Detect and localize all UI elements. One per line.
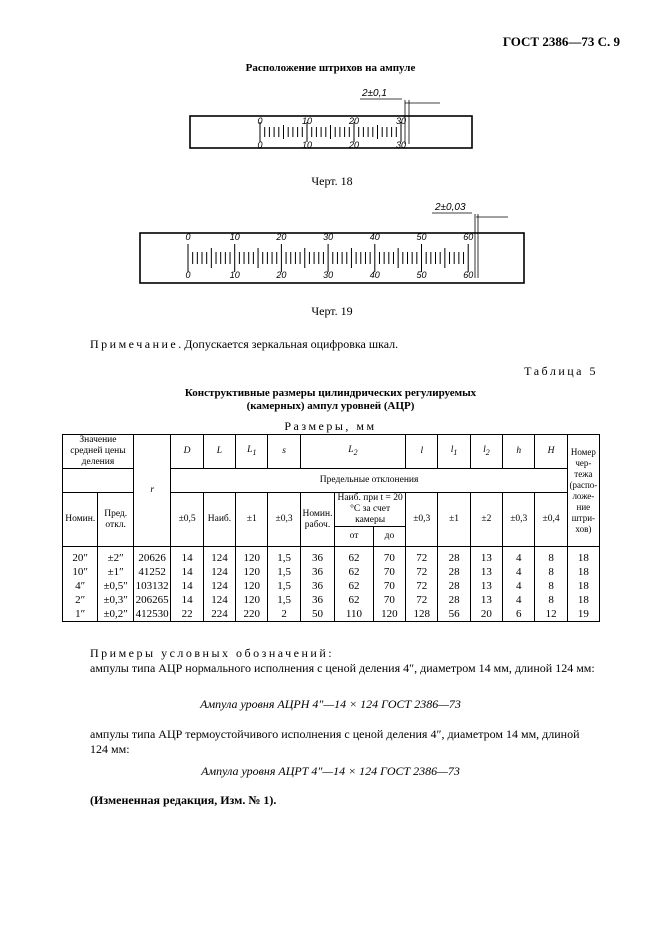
table-cell: 13: [470, 547, 502, 566]
header-drawing-number: Номер чер-тежа (распо-ложе-ние штри-хов): [567, 435, 599, 547]
header-l1: $l_1$: [438, 435, 470, 469]
table-cell: 20″: [63, 547, 98, 566]
scale-label: 20: [348, 140, 360, 150]
header-s: s: [268, 435, 300, 469]
table-cell: 36: [300, 593, 334, 607]
scale-label: 40: [369, 232, 380, 242]
table-cell: 70: [373, 547, 405, 566]
tol-s: ±0,3: [268, 493, 300, 547]
scale-label: 0: [257, 140, 263, 150]
table-cell: 62: [335, 593, 374, 607]
table-cell: 10″: [63, 565, 98, 579]
example-2-designation: Ампула уровня АЦРТ 4″—14 × 124 ГОСТ 2386—73: [201, 764, 460, 778]
table-cell: 28: [438, 579, 470, 593]
tol-l2: ±2: [470, 493, 502, 547]
table-cell: 124: [203, 593, 235, 607]
figure-18-caption: Черт. 18: [311, 174, 353, 188]
table-cell: 224: [203, 607, 235, 622]
tol-H: ±0,4: [535, 493, 567, 547]
table-row: [63, 579, 600, 593]
header-L2: $L_2$: [300, 435, 405, 469]
table-cell: 220: [236, 607, 268, 622]
header-from: от: [335, 527, 374, 547]
table-cell: 128: [406, 607, 438, 622]
table-row: [63, 565, 600, 579]
scale-label: 50: [416, 232, 427, 242]
table-cell: 12: [535, 607, 567, 622]
scale-label: 10: [301, 140, 313, 150]
scale-label: 30: [323, 232, 334, 242]
table-cell: 70: [373, 579, 405, 593]
scale-label: 0: [257, 116, 263, 126]
header-tolerances: Предельные отклонения: [171, 469, 567, 493]
table-cell: 22: [171, 607, 203, 622]
note-text: . Допускается зеркальная оцифровка шкал.: [178, 337, 399, 351]
header-D: D: [171, 435, 203, 469]
figure-title: Расположение штрихов на ампуле: [245, 62, 416, 74]
table-cell: 1″: [63, 607, 98, 622]
tol-L: Наиб.: [203, 493, 235, 547]
table-cell: ±1″: [98, 565, 133, 579]
scale-label: 30: [323, 270, 334, 280]
tol-L1: ±1: [236, 493, 268, 547]
revision-note: (Измененная редакция, Изм. № 1).: [90, 793, 277, 807]
table-cell: 14: [171, 547, 203, 566]
table-cell: 4: [503, 547, 535, 566]
figure-19: [130, 198, 530, 288]
tol-l: ±0,3: [406, 493, 438, 547]
scale-ticks: [260, 122, 401, 142]
figure-18: [180, 84, 480, 160]
table-title-line1: Конструктивные размеры цилиндрических регулируемых: [184, 387, 477, 399]
table-cell: 412530: [133, 607, 171, 622]
table-cell: 50: [300, 607, 334, 622]
table-cell: 14: [171, 593, 203, 607]
table-cell: 18: [567, 579, 599, 593]
table-cell: 8: [535, 579, 567, 593]
table-cell: 4: [503, 565, 535, 579]
scale-labels-bottom: [185, 270, 473, 280]
table-title: [0, 387, 661, 413]
table-cell: 13: [470, 579, 502, 593]
tol-L2-nominal: Номин. рабоч.: [300, 493, 334, 547]
examples-label: Примеры условных обозначений:: [90, 646, 335, 660]
dimension-label: 2±0,03: [435, 202, 466, 213]
table-cell: 28: [438, 547, 470, 566]
table-cell: 70: [373, 593, 405, 607]
tol-h: ±0,3: [503, 493, 535, 547]
table-cell: 56: [438, 607, 470, 622]
table-cell: 1,5: [268, 565, 300, 579]
scale-label: 10: [229, 270, 240, 280]
table-cell: 2: [268, 607, 300, 622]
example-1-designation: Ампула уровня АЦРН 4″—14 × 124 ГОСТ 2386—73: [200, 697, 461, 711]
table-cell: 120: [373, 607, 405, 622]
table-cell: 13: [470, 565, 502, 579]
table-cell: ±0,3″: [98, 593, 133, 607]
table-cell: 72: [406, 593, 438, 607]
table-cell: 36: [300, 547, 334, 566]
table-cell: 103132: [133, 579, 171, 593]
table-cell: 4″: [63, 579, 98, 593]
scale-label: 30: [395, 140, 407, 150]
scale-label: 20: [276, 232, 287, 242]
table-5: [62, 434, 600, 622]
header-h: h: [503, 435, 535, 469]
note-label: Примечание: [90, 337, 179, 351]
table-cell: 20: [470, 607, 502, 622]
table-cell: 72: [406, 547, 438, 566]
table-cell: 120: [236, 593, 268, 607]
table-cell: 6: [503, 607, 535, 622]
table-cell: 14: [171, 579, 203, 593]
table-row: [63, 607, 600, 622]
table-cell: 4: [503, 593, 535, 607]
example-2-description: ампулы типа АЦР термоустойчивого исполнения с ценой деления 4″, диаметром 14 мм, длиной 124 мм:: [90, 727, 580, 756]
scale-label: 60: [463, 270, 474, 280]
header-value-group: Значение средней цены деления: [63, 435, 134, 469]
table-cell: 2″: [63, 593, 98, 607]
figure-19-caption: Черт. 19: [311, 304, 353, 318]
tol-l1: ±1: [438, 493, 470, 547]
note: [90, 337, 398, 352]
table-cell: 14: [171, 565, 203, 579]
table-cell: 13: [470, 593, 502, 607]
table-cell: 120: [236, 565, 268, 579]
table-cell: 1,5: [268, 579, 300, 593]
table-row: [63, 547, 600, 566]
header-l2: $l_2$: [470, 435, 502, 469]
scale-label: 30: [395, 116, 407, 126]
table-units: Размеры, мм: [284, 419, 377, 433]
example-1-description: ампулы типа АЦР нормального исполнения с ценой деления 4″, диаметром 14 мм, длиной 124 мм:: [90, 661, 595, 675]
table-cell: 124: [203, 547, 235, 566]
table-cell: 28: [438, 593, 470, 607]
table-cell: 72: [406, 565, 438, 579]
table-cell: 8: [535, 593, 567, 607]
header-deviation: Пред. откл.: [98, 493, 133, 547]
table-cell: 62: [335, 579, 374, 593]
tol-L2-max: Наиб. при t = 20 °С за счет камеры: [335, 493, 406, 527]
table-cell: 70: [373, 565, 405, 579]
table-cell: 18: [567, 593, 599, 607]
table-cell: 19: [567, 607, 599, 622]
scale-label: 50: [416, 270, 427, 280]
table-cell: 36: [300, 579, 334, 593]
header-to: до: [373, 527, 405, 547]
table-cell: 36: [300, 565, 334, 579]
scale-ticks: [188, 244, 468, 272]
scale-label: 60: [463, 232, 474, 242]
table-cell: ±2″: [98, 547, 133, 566]
table-cell: 4: [503, 579, 535, 593]
table-label: Таблица 5: [524, 364, 598, 378]
table-cell: 124: [203, 579, 235, 593]
header-r: r: [133, 435, 171, 547]
table-cell: 62: [335, 565, 374, 579]
table-cell: 206265: [133, 593, 171, 607]
table-cell: 120: [236, 547, 268, 566]
scale-label: 20: [348, 116, 360, 126]
table-cell: 62: [335, 547, 374, 566]
table-row: [63, 593, 600, 607]
header-l: l: [406, 435, 438, 469]
table-cell: ±0,5″: [98, 579, 133, 593]
header-L: L: [203, 435, 235, 469]
page-header: ГОСТ 2386—73 С. 9: [502, 34, 620, 49]
table-cell: 8: [535, 547, 567, 566]
table-cell: 72: [406, 579, 438, 593]
tol-D: ±0,5: [171, 493, 203, 547]
dimension-label: 2±0,1: [362, 88, 387, 99]
header-H: H: [535, 435, 567, 469]
table-cell: 110: [335, 607, 374, 622]
table-cell: 124: [203, 565, 235, 579]
table-cell: 1,5: [268, 593, 300, 607]
scale-labels-top: [257, 116, 406, 126]
table-cell: 41252: [133, 565, 171, 579]
table-cell: 18: [567, 565, 599, 579]
table-cell: 28: [438, 565, 470, 579]
table-cell: ±0,2″: [98, 607, 133, 622]
scale-label: 40: [369, 270, 380, 280]
scale-label: 10: [301, 116, 313, 126]
scale-label: 0: [185, 270, 191, 280]
table-cell: 1,5: [268, 547, 300, 566]
table-cell: 20626: [133, 547, 171, 566]
scale-label: 20: [276, 270, 287, 280]
table-title-line2: (камерных) ампул уровней (АЦР): [246, 400, 415, 412]
header-nominal: Номин.: [63, 493, 98, 547]
table-cell: 8: [535, 565, 567, 579]
scale-label: 10: [229, 232, 240, 242]
header-L1: $L_1$: [236, 435, 268, 469]
table-cell: 120: [236, 579, 268, 593]
scale-label: 0: [185, 232, 191, 242]
table-cell: 18: [567, 547, 599, 566]
